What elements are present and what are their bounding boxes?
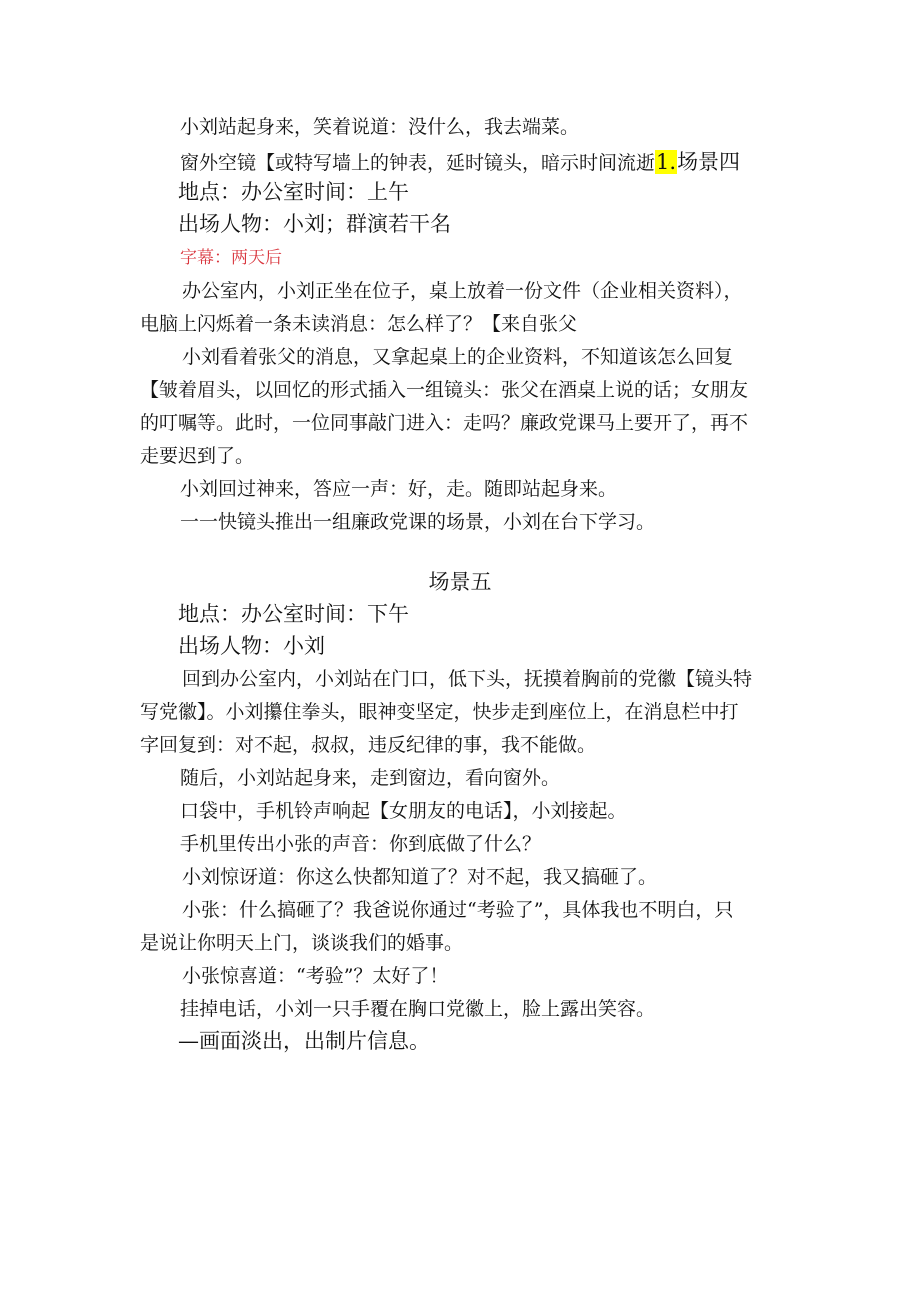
scene4-paragraph-1-line-2: 电脑上闪烁着一条未读消息：怎么样了？【来自张父 [140,313,578,335]
scene5-paragraph-6-line-1: 小张：什么搞砸了？我爸说你通过“考验了”，具体我也不明白，只 [182,899,734,921]
scene5-paragraph-5: 小刘惊讶道：你这么快都知道了？对不起，我又搞砸了。 [182,866,658,888]
scene4-location: 地点：办公室时间：上午 [178,180,409,204]
scene5-paragraph-2: 随后，小刘站起身来，走到窗边，看向窗外。 [180,767,561,789]
scene4-subtitle [180,244,282,271]
scene4-paragraph-3: 小刘回过神来，答应一声：好，走。随即站起身来。 [180,478,618,500]
scene5-paragraph-8: 挂掉电话，小刘一只手覆在胸口党徽上，脸上露出笑容。 [180,998,656,1020]
scene5-characters: 出场人物：小刘 [178,634,325,658]
scene5-location: 地点：办公室时间：下午 [178,602,409,626]
scene4-heading: 场景四 [677,150,741,174]
scene5-paragraph-4: 手机里传出小张的声音：你到底做了什么？ [180,833,542,855]
highlight-number: 1. [656,150,677,174]
scene4-paragraph-1-line-1: 办公室内，小刘正坐在位子，桌上放着一份文件（企业相关资料）， [182,280,743,302]
scene4-paragraph-2-line-4: 走要迟到了。 [140,445,255,467]
scene4-paragraph-2-line-2: 【皱着眉头，以回忆的形式插入一组镜头：张父在酒桌上说的话；女朋友 [140,379,749,401]
scene5-paragraph-6-line-2: 是说让你明天上门，谈谈我们的婚事。 [140,932,464,954]
scene5-paragraph-7: 小张惊喜道：“考验”？太好了！ [182,965,449,987]
scene5-paragraph-1-line-3: 字回复到：对不起，叔叔，违反纪律的事，我不能做。 [140,734,597,756]
scene5-paragraph-3: 口袋中，手机铃声响起【女朋友的电话】，小刘接起。 [180,800,627,822]
scene4-paragraph-4: 一一快镜头推出一组廉政党课的场景，小刘在台下学习。 [180,511,656,533]
scene4-window-shot-line [180,148,740,176]
window-shot-text: 窗外空镜【或特写墙上的钟表，延时镜头，暗示时间流逝 [180,152,656,174]
scene5-heading: 场景五 [428,570,492,594]
subtitle-label: 字幕： [180,248,231,268]
scene4-line-stand-up: 小刘站起身来，笑着说道：没什么，我去端菜。 [180,116,580,138]
scene4-paragraph-2-line-1: 小刘看着张父的消息，又拿起桌上的企业资料，不知道该怎么回复 [182,346,734,368]
scene5-paragraph-1-line-1: 回到办公室内，小刘站在门口，低下头，抚摸着胸前的党徽【镜头特 [182,668,753,690]
scene5-paragraph-1-line-2: 写党徽】。小刘攥住拳头，眼神变坚定，快步走到座位上，在消息栏中打 [140,701,739,723]
scene5-paragraph-9: —画面淡出，出制片信息。 [178,1029,430,1053]
scene4-paragraph-2-line-3: 的叮嘱等。此时，一位同事敲门进入：走吗？廉政党课马上要开了，再不 [140,412,749,434]
scene4-characters: 出场人物：小刘；群演若干名 [178,212,451,236]
subtitle-text: 两天后 [231,248,282,268]
